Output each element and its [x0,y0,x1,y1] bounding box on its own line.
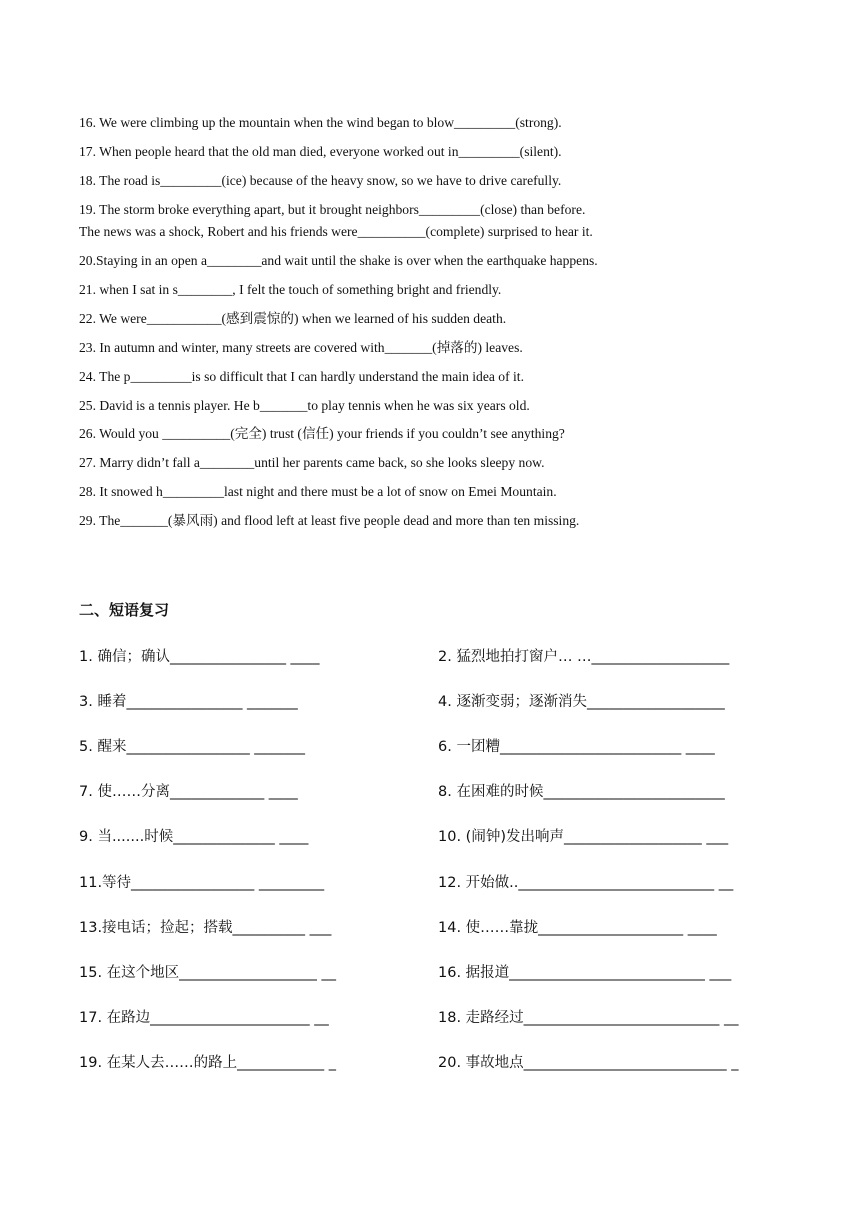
question-21: 21. when I sat in s________, I felt the touch of something bright and friendly. [79,282,502,297]
phrase-10: 10. (闹钟)发出响声___________________ ___ [438,829,729,845]
question-23: 23. In autumn and winter, many streets are covered with_______(掉落的) leaves. [79,340,523,355]
question-29: 29. The_______(暴风雨) and flood left at least five people dead and more than ten missing. [79,513,580,528]
phrase-14: 14. 使……靠拢____________________ ____ [438,920,717,936]
question-19-continued: The news was a shock, Robert and his friends were__________(complete) surprised to hear it. [79,224,593,239]
phrase-15: 15. 在这个地区___________________ __ [79,965,337,981]
phrase-20: 20. 事故地点____________________________ _ [438,1055,739,1071]
question-16: 16. We were climbing up the mountain when the wind began to blow_________(strong). [79,115,562,130]
phrase-12: 12. 开始做..___________________________ __ [438,875,734,891]
phrase-1: 1. 确信；确认________________ ____ [79,649,320,665]
phrase-19: 19. 在某人去……的路上____________ _ [79,1055,337,1071]
question-26: 26. Would you __________(完全) trust (信任) your friends if you couldn’t see anything? [79,426,565,441]
question-22: 22. We were___________(感到震惊的) when we learned of his sudden death. [79,311,507,326]
phrase-6: 6. 一团糟_________________________ ____ [438,739,715,755]
question-17: 17. When people heard that the old man died, everyone worked out in_________(silent). [79,144,562,159]
phrase-18: 18. 走路经过___________________________ __ [438,1010,739,1026]
phrase-11: 11.等待_________________ _________ [79,875,325,891]
phrase-4: 4. 逐渐变弱；逐渐消失___________________ [438,694,725,710]
phrase-7: 7. 使……分离_____________ ____ [79,784,298,800]
phrase-17: 17. 在路边______________________ __ [79,1010,329,1026]
question-25: 25. David is a tennis player. He b_______to play tennis when he was six years old. [79,398,530,413]
phrase-5: 5. 醒来_________________ _______ [79,739,306,755]
question-28: 28. It snowed h_________last night and there must be a lot of snow on Emei Mountain. [79,484,557,499]
question-24: 24. The p_________is so difficult that I can hardly understand the main idea of it. [79,369,524,384]
phrase-16: 16. 据报道___________________________ ___ [438,965,732,981]
phrase-2: 2. 猛烈地拍打窗户… …___________________ [438,649,730,665]
question-18: 18. The road is_________(ice) because of the heavy snow, so we have to drive carefully. [79,173,562,188]
phrase-9: 9. 当.......时候______________ ____ [79,829,309,845]
question-19: 19. The storm broke everything apart, but it brought neighbors_________(close) than before. [79,202,586,217]
phrase-8: 8. 在困难的时候_________________________ [438,784,725,800]
phrase-3: 3. 睡着________________ _______ [79,694,298,710]
question-20: 20.Staying in an open a________and wait until the shake is over when the earthquake happens. [79,253,598,268]
question-27: 27. Marry didn’t fall a________until her parents came back, so she looks sleepy now. [79,455,545,470]
phrase-13: 13.接电话；捡起；搭载__________ ___ [79,920,332,936]
section-title: 二、短语复习 [79,601,170,619]
